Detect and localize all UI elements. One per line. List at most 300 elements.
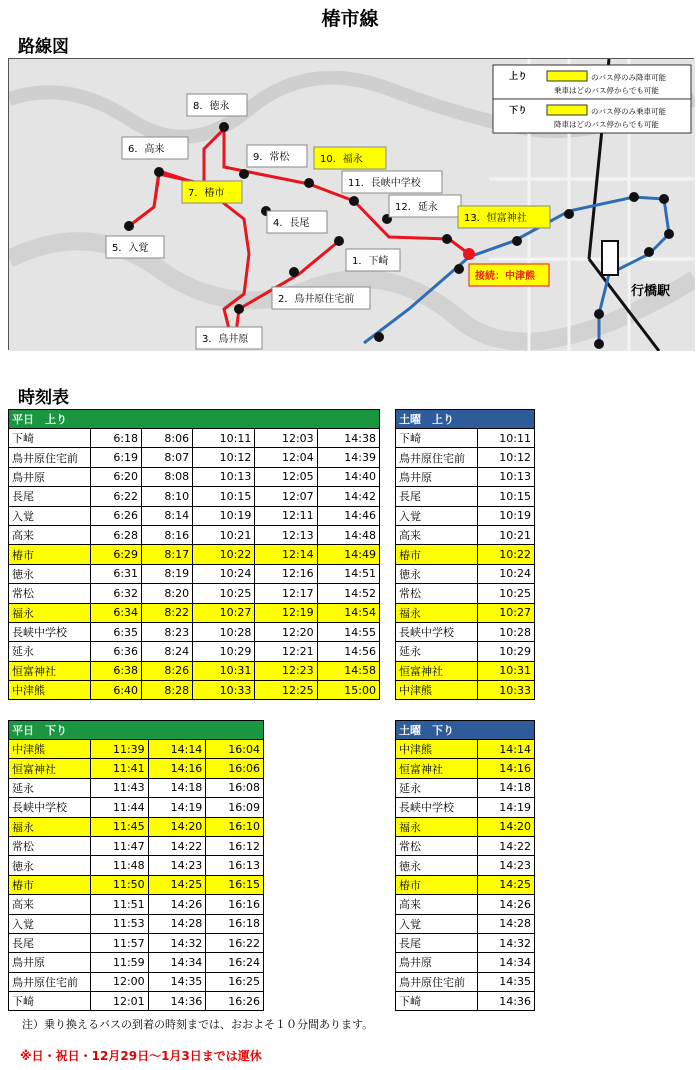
stop-name-cell: 下崎 bbox=[9, 429, 91, 448]
time-cell: 6:40 bbox=[91, 681, 142, 700]
time-cell: 6:20 bbox=[91, 467, 142, 486]
time-cell: 14:48 bbox=[317, 525, 379, 544]
stop-name-cell: 徳永 bbox=[9, 564, 91, 583]
bus-stop-marker bbox=[239, 169, 249, 179]
time-cell: 10:19 bbox=[478, 506, 535, 525]
legend-up-label: 上り bbox=[509, 72, 528, 82]
table-header: 平日 下り bbox=[9, 721, 264, 740]
stop-name-cell: 長峡中学校 bbox=[396, 798, 478, 817]
table-row bbox=[396, 778, 535, 797]
table-row bbox=[9, 933, 264, 952]
stop-name-cell: 鳥井原住宅前 bbox=[396, 448, 478, 467]
table-row bbox=[9, 622, 380, 641]
stop-name-cell: 椿市 bbox=[396, 545, 478, 564]
table-row bbox=[396, 817, 535, 836]
time-cell: 10:13 bbox=[478, 467, 535, 486]
time-cell: 12:21 bbox=[255, 642, 317, 661]
stop-name-cell: 鳥井原住宅前 bbox=[9, 972, 91, 991]
stop-name-cell: 高来 bbox=[9, 895, 91, 914]
time-cell: 15:00 bbox=[317, 681, 379, 700]
table-row bbox=[9, 895, 264, 914]
time-cell: 6:26 bbox=[91, 506, 142, 525]
weekday-down-table bbox=[8, 720, 264, 1011]
stop-name-cell: 高来 bbox=[9, 525, 91, 544]
time-cell: 14:58 bbox=[317, 661, 379, 680]
time-cell: 14:28 bbox=[148, 914, 206, 933]
time-cell: 10:28 bbox=[193, 622, 255, 641]
stop-label: 2．鳥井原住宅前 bbox=[278, 294, 355, 305]
time-cell: 14:40 bbox=[317, 467, 379, 486]
time-cell: 8:06 bbox=[142, 429, 193, 448]
bus-stop-marker bbox=[154, 167, 164, 177]
time-cell: 11:44 bbox=[91, 798, 149, 817]
time-cell: 16:15 bbox=[206, 875, 264, 894]
time-cell: 12:13 bbox=[255, 525, 317, 544]
time-cell: 11:59 bbox=[91, 953, 149, 972]
bus-stop-marker bbox=[594, 339, 604, 349]
route-map-heading: 路線図 bbox=[18, 37, 69, 57]
legend-down-line1: のバス停のみ乗車可能 bbox=[591, 107, 666, 116]
time-cell: 14:46 bbox=[317, 506, 379, 525]
stop-name-cell: 長尾 bbox=[396, 487, 478, 506]
table-row bbox=[9, 603, 380, 622]
stop-name-cell: 延永 bbox=[9, 642, 91, 661]
weekday-up-table bbox=[8, 409, 380, 700]
stop-name-cell: 徳永 bbox=[9, 856, 91, 875]
time-cell: 14:20 bbox=[478, 817, 535, 836]
stop-name-cell: 入覚 bbox=[396, 914, 478, 933]
stop-name-cell: 延永 bbox=[396, 778, 478, 797]
table-row bbox=[396, 467, 535, 486]
table-row bbox=[9, 429, 380, 448]
table-row bbox=[396, 487, 535, 506]
table-row bbox=[9, 778, 264, 797]
time-cell: 14:23 bbox=[148, 856, 206, 875]
table-row bbox=[9, 545, 380, 564]
stop-name-cell: 恒富神社 bbox=[9, 759, 91, 778]
table-row bbox=[396, 972, 535, 991]
stop-label: 5．入覚 bbox=[112, 243, 149, 254]
bus-stop-marker bbox=[442, 234, 452, 244]
stop-label: 6．高来 bbox=[128, 144, 165, 155]
time-cell: 6:19 bbox=[91, 448, 142, 467]
time-cell: 8:20 bbox=[142, 584, 193, 603]
time-cell: 11:53 bbox=[91, 914, 149, 933]
time-cell: 14:26 bbox=[478, 895, 535, 914]
saturday-up-table bbox=[395, 409, 535, 700]
time-cell: 14:56 bbox=[317, 642, 379, 661]
time-cell: 16:12 bbox=[206, 836, 264, 855]
bus-stop-marker bbox=[219, 122, 229, 132]
table-row bbox=[396, 895, 535, 914]
time-cell: 14:23 bbox=[478, 856, 535, 875]
saturday-down-table bbox=[395, 720, 535, 1011]
time-cell: 10:24 bbox=[193, 564, 255, 583]
stop-label: 4．長尾 bbox=[273, 218, 310, 229]
stop-name-cell: 徳永 bbox=[396, 564, 478, 583]
time-cell: 10:11 bbox=[478, 429, 535, 448]
table-row bbox=[9, 798, 264, 817]
table-row bbox=[9, 564, 380, 583]
table-row bbox=[396, 681, 535, 700]
time-cell: 10:19 bbox=[193, 506, 255, 525]
time-cell: 12:11 bbox=[255, 506, 317, 525]
time-cell: 10:12 bbox=[478, 448, 535, 467]
time-cell: 14:20 bbox=[148, 817, 206, 836]
transfer-label: 接続：中津熊 bbox=[475, 271, 535, 282]
time-cell: 8:24 bbox=[142, 642, 193, 661]
bus-stop-marker bbox=[664, 229, 674, 239]
time-cell: 16:26 bbox=[206, 992, 264, 1011]
stop-name-cell: 入覚 bbox=[9, 506, 91, 525]
stop-name-cell: 長峡中学校 bbox=[9, 622, 91, 641]
table-row bbox=[9, 525, 380, 544]
stop-name-cell: 鳥井原住宅前 bbox=[9, 448, 91, 467]
time-cell: 14:26 bbox=[148, 895, 206, 914]
route-map bbox=[8, 58, 694, 350]
stop-label: 13．恒富神社 bbox=[464, 213, 527, 224]
time-cell: 10:12 bbox=[193, 448, 255, 467]
table-row bbox=[396, 875, 535, 894]
stop-label: 11．長峡中学校 bbox=[348, 178, 421, 189]
time-cell: 8:28 bbox=[142, 681, 193, 700]
time-cell: 16:24 bbox=[206, 953, 264, 972]
time-cell: 12:05 bbox=[255, 467, 317, 486]
table-row bbox=[396, 914, 535, 933]
time-cell: 16:06 bbox=[206, 759, 264, 778]
time-cell: 10:22 bbox=[193, 545, 255, 564]
stop-name-cell: 長峡中学校 bbox=[9, 798, 91, 817]
time-cell: 16:08 bbox=[206, 778, 264, 797]
time-cell: 10:31 bbox=[193, 661, 255, 680]
bus-stop-marker bbox=[512, 236, 522, 246]
time-cell: 14:22 bbox=[478, 836, 535, 855]
time-cell: 8:23 bbox=[142, 622, 193, 641]
bus-stop-marker bbox=[659, 194, 669, 204]
table-row bbox=[396, 603, 535, 622]
time-cell: 8:07 bbox=[142, 448, 193, 467]
bus-stop-marker bbox=[374, 332, 384, 342]
time-cell: 10:28 bbox=[478, 622, 535, 641]
time-cell: 12:23 bbox=[255, 661, 317, 680]
time-cell: 16:10 bbox=[206, 817, 264, 836]
time-cell: 14:16 bbox=[148, 759, 206, 778]
stop-name-cell: 福永 bbox=[396, 603, 478, 622]
table-row bbox=[396, 759, 535, 778]
time-cell: 12:17 bbox=[255, 584, 317, 603]
time-cell: 12:20 bbox=[255, 622, 317, 641]
bus-stop-marker bbox=[564, 209, 574, 219]
table-row bbox=[9, 487, 380, 506]
table-row bbox=[9, 914, 264, 933]
time-cell: 10:31 bbox=[478, 661, 535, 680]
table-row bbox=[9, 740, 264, 759]
time-cell: 11:57 bbox=[91, 933, 149, 952]
legend-down-label: 下り bbox=[509, 106, 528, 116]
stop-name-cell: 入覚 bbox=[9, 914, 91, 933]
station-icon bbox=[602, 241, 618, 275]
table-row bbox=[9, 875, 264, 894]
stop-name-cell: 鳥井原 bbox=[9, 953, 91, 972]
time-cell: 16:16 bbox=[206, 895, 264, 914]
time-cell: 14:49 bbox=[317, 545, 379, 564]
time-cell: 14:32 bbox=[148, 933, 206, 952]
time-cell: 10:15 bbox=[193, 487, 255, 506]
table-row bbox=[396, 836, 535, 855]
bus-stop-marker bbox=[454, 264, 464, 274]
stop-name-cell: 中津熊 bbox=[9, 681, 91, 700]
table-row bbox=[9, 506, 380, 525]
time-cell: 12:00 bbox=[91, 972, 149, 991]
stop-label: 3．鳥井原 bbox=[202, 334, 249, 345]
stop-name-cell: 福永 bbox=[396, 817, 478, 836]
transfer-stop-marker bbox=[463, 248, 475, 260]
time-cell: 14:19 bbox=[478, 798, 535, 817]
time-cell: 6:22 bbox=[91, 487, 142, 506]
time-cell: 8:10 bbox=[142, 487, 193, 506]
table-row bbox=[9, 681, 380, 700]
stop-name-cell: 恒富神社 bbox=[9, 661, 91, 680]
bus-stop-marker bbox=[124, 221, 134, 231]
time-cell: 12:01 bbox=[91, 992, 149, 1011]
stop-name-cell: 恒富神社 bbox=[396, 759, 478, 778]
table-row bbox=[396, 953, 535, 972]
stop-name-cell: 鳥井原 bbox=[396, 953, 478, 972]
stop-name-cell: 中津熊 bbox=[396, 740, 478, 759]
time-cell: 14:18 bbox=[148, 778, 206, 797]
time-cell: 14:34 bbox=[478, 953, 535, 972]
time-cell: 11:47 bbox=[91, 836, 149, 855]
table-row bbox=[9, 972, 264, 991]
stop-name-cell: 長峡中学校 bbox=[396, 622, 478, 641]
time-cell: 16:13 bbox=[206, 856, 264, 875]
time-cell: 6:38 bbox=[91, 661, 142, 680]
table-row bbox=[9, 584, 380, 603]
time-cell: 8:08 bbox=[142, 467, 193, 486]
table-row bbox=[396, 525, 535, 544]
table-row bbox=[396, 448, 535, 467]
time-cell: 8:26 bbox=[142, 661, 193, 680]
table-header: 土曜 下り bbox=[396, 721, 535, 740]
stop-name-cell: 恒富神社 bbox=[396, 661, 478, 680]
time-cell: 14:54 bbox=[317, 603, 379, 622]
time-cell: 11:51 bbox=[91, 895, 149, 914]
stop-label: 8．徳永 bbox=[193, 101, 230, 112]
time-cell: 14:42 bbox=[317, 487, 379, 506]
table-row bbox=[9, 642, 380, 661]
stop-name-cell: 高来 bbox=[396, 525, 478, 544]
bus-stop-marker bbox=[334, 236, 344, 246]
table-row bbox=[396, 622, 535, 641]
stop-name-cell: 鳥井原 bbox=[9, 467, 91, 486]
time-cell: 6:32 bbox=[91, 584, 142, 603]
stop-name-cell: 下崎 bbox=[9, 992, 91, 1011]
time-cell: 10:13 bbox=[193, 467, 255, 486]
stop-name-cell: 徳永 bbox=[396, 856, 478, 875]
stop-name-cell: 福永 bbox=[9, 817, 91, 836]
transfer-note: 注）乗り換えるバスの到着の時刻までは、おおよそ１０分間あります。 bbox=[22, 1018, 374, 1031]
table-row bbox=[9, 448, 380, 467]
time-cell: 10:29 bbox=[193, 642, 255, 661]
time-cell: 16:09 bbox=[206, 798, 264, 817]
route-map-svg bbox=[9, 59, 695, 351]
time-cell: 8:17 bbox=[142, 545, 193, 564]
table-row bbox=[396, 992, 535, 1011]
time-cell: 6:28 bbox=[91, 525, 142, 544]
time-cell: 10:33 bbox=[193, 681, 255, 700]
time-cell: 12:04 bbox=[255, 448, 317, 467]
table-row bbox=[396, 933, 535, 952]
bus-stop-marker bbox=[289, 267, 299, 277]
time-cell: 10:24 bbox=[478, 564, 535, 583]
time-cell: 11:50 bbox=[91, 875, 149, 894]
time-cell: 10:27 bbox=[478, 603, 535, 622]
time-cell: 10:22 bbox=[478, 545, 535, 564]
table-row bbox=[9, 953, 264, 972]
legend-up-line2: 乗車はどのバス停からでも可能 bbox=[554, 86, 659, 95]
table-row bbox=[9, 661, 380, 680]
time-cell: 10:25 bbox=[193, 584, 255, 603]
time-cell: 10:29 bbox=[478, 642, 535, 661]
time-cell: 12:19 bbox=[255, 603, 317, 622]
stop-name-cell: 高来 bbox=[396, 895, 478, 914]
stop-name-cell: 椿市 bbox=[9, 545, 91, 564]
bus-stop-marker bbox=[304, 178, 314, 188]
time-cell: 11:39 bbox=[91, 740, 149, 759]
table-row bbox=[396, 584, 535, 603]
time-cell: 14:19 bbox=[148, 798, 206, 817]
time-cell: 14:39 bbox=[317, 448, 379, 467]
bus-stop-marker bbox=[644, 247, 654, 257]
table-row bbox=[396, 798, 535, 817]
time-cell: 14:14 bbox=[478, 740, 535, 759]
time-cell: 10:15 bbox=[478, 487, 535, 506]
table-header: 土曜 上り bbox=[396, 410, 535, 429]
time-cell: 16:18 bbox=[206, 914, 264, 933]
table-row bbox=[9, 759, 264, 778]
map-legend bbox=[493, 65, 691, 133]
table-row bbox=[396, 856, 535, 875]
stop-name-cell: 長尾 bbox=[396, 933, 478, 952]
time-cell: 6:34 bbox=[91, 603, 142, 622]
bus-stop-marker bbox=[234, 304, 244, 314]
time-cell: 6:29 bbox=[91, 545, 142, 564]
stop-label: 10．福永 bbox=[320, 154, 363, 165]
time-cell: 14:51 bbox=[317, 564, 379, 583]
stop-name-cell: 椿市 bbox=[9, 875, 91, 894]
legend-down-line2: 降車はどのバス停からでも可能 bbox=[554, 120, 659, 129]
time-cell: 8:16 bbox=[142, 525, 193, 544]
time-cell: 16:25 bbox=[206, 972, 264, 991]
time-cell: 6:18 bbox=[91, 429, 142, 448]
holiday-notice: ※日・祝日・12月29日～1月3日までは運休 bbox=[20, 1049, 262, 1063]
time-cell: 6:35 bbox=[91, 622, 142, 641]
stop-name-cell: 中津熊 bbox=[9, 740, 91, 759]
stop-name-cell: 常松 bbox=[396, 584, 478, 603]
time-cell: 8:19 bbox=[142, 564, 193, 583]
time-cell: 8:14 bbox=[142, 506, 193, 525]
table-row bbox=[396, 506, 535, 525]
stop-name-cell: 福永 bbox=[9, 603, 91, 622]
stop-name-cell: 中津熊 bbox=[396, 681, 478, 700]
time-cell: 6:36 bbox=[91, 642, 142, 661]
time-cell: 14:18 bbox=[478, 778, 535, 797]
time-cell: 6:31 bbox=[91, 564, 142, 583]
table-header: 平日 上り bbox=[9, 410, 380, 429]
time-cell: 10:11 bbox=[193, 429, 255, 448]
time-cell: 16:04 bbox=[206, 740, 264, 759]
time-cell: 12:07 bbox=[255, 487, 317, 506]
time-cell: 14:25 bbox=[148, 875, 206, 894]
stop-name-cell: 鳥井原住宅前 bbox=[396, 972, 478, 991]
stop-name-cell: 長尾 bbox=[9, 933, 91, 952]
station-label: 行橋駅 bbox=[631, 284, 671, 299]
time-cell: 16:22 bbox=[206, 933, 264, 952]
legend-up-line1: のバス停のみ降車可能 bbox=[591, 73, 666, 82]
time-cell: 12:14 bbox=[255, 545, 317, 564]
time-cell: 14:52 bbox=[317, 584, 379, 603]
bus-stop-marker bbox=[594, 309, 604, 319]
stop-label: 1．下崎 bbox=[352, 256, 389, 267]
time-cell: 14:35 bbox=[478, 972, 535, 991]
time-cell: 14:22 bbox=[148, 836, 206, 855]
time-cell: 10:27 bbox=[193, 603, 255, 622]
time-cell: 14:14 bbox=[148, 740, 206, 759]
stop-label: 9．常松 bbox=[253, 152, 290, 163]
time-cell: 14:32 bbox=[478, 933, 535, 952]
stop-name-cell: 下崎 bbox=[396, 992, 478, 1011]
time-cell: 11:48 bbox=[91, 856, 149, 875]
time-cell: 10:25 bbox=[478, 584, 535, 603]
table-row bbox=[396, 661, 535, 680]
stop-name-cell: 常松 bbox=[396, 836, 478, 855]
stop-name-cell: 常松 bbox=[9, 836, 91, 855]
time-cell: 11:45 bbox=[91, 817, 149, 836]
table-row bbox=[396, 642, 535, 661]
time-cell: 12:03 bbox=[255, 429, 317, 448]
timetable-heading: 時刻表 bbox=[18, 388, 69, 408]
table-row bbox=[9, 992, 264, 1011]
stop-label: 12．延永 bbox=[395, 202, 438, 213]
time-cell: 12:16 bbox=[255, 564, 317, 583]
time-cell: 14:25 bbox=[478, 875, 535, 894]
table-row bbox=[9, 856, 264, 875]
time-cell: 14:28 bbox=[478, 914, 535, 933]
table-row bbox=[396, 545, 535, 564]
time-cell: 10:33 bbox=[478, 681, 535, 700]
stop-name-cell: 鳥井原 bbox=[396, 467, 478, 486]
bus-stop-marker bbox=[629, 192, 639, 202]
time-cell: 14:34 bbox=[148, 953, 206, 972]
time-cell: 14:55 bbox=[317, 622, 379, 641]
stop-label: 7．椿市 bbox=[188, 188, 225, 199]
table-row bbox=[396, 564, 535, 583]
time-cell: 10:21 bbox=[478, 525, 535, 544]
time-cell: 11:41 bbox=[91, 759, 149, 778]
page-title: 椿市線 bbox=[321, 8, 379, 30]
time-cell: 14:36 bbox=[478, 992, 535, 1011]
time-cell: 14:38 bbox=[317, 429, 379, 448]
stop-name-cell: 長尾 bbox=[9, 487, 91, 506]
table-row bbox=[396, 429, 535, 448]
stop-name-cell: 常松 bbox=[9, 584, 91, 603]
stop-name-cell: 入覚 bbox=[396, 506, 478, 525]
time-cell: 14:36 bbox=[148, 992, 206, 1011]
time-cell: 14:16 bbox=[478, 759, 535, 778]
stop-name-cell: 延永 bbox=[396, 642, 478, 661]
stop-name-cell: 椿市 bbox=[396, 875, 478, 894]
stop-name-cell: 下崎 bbox=[396, 429, 478, 448]
